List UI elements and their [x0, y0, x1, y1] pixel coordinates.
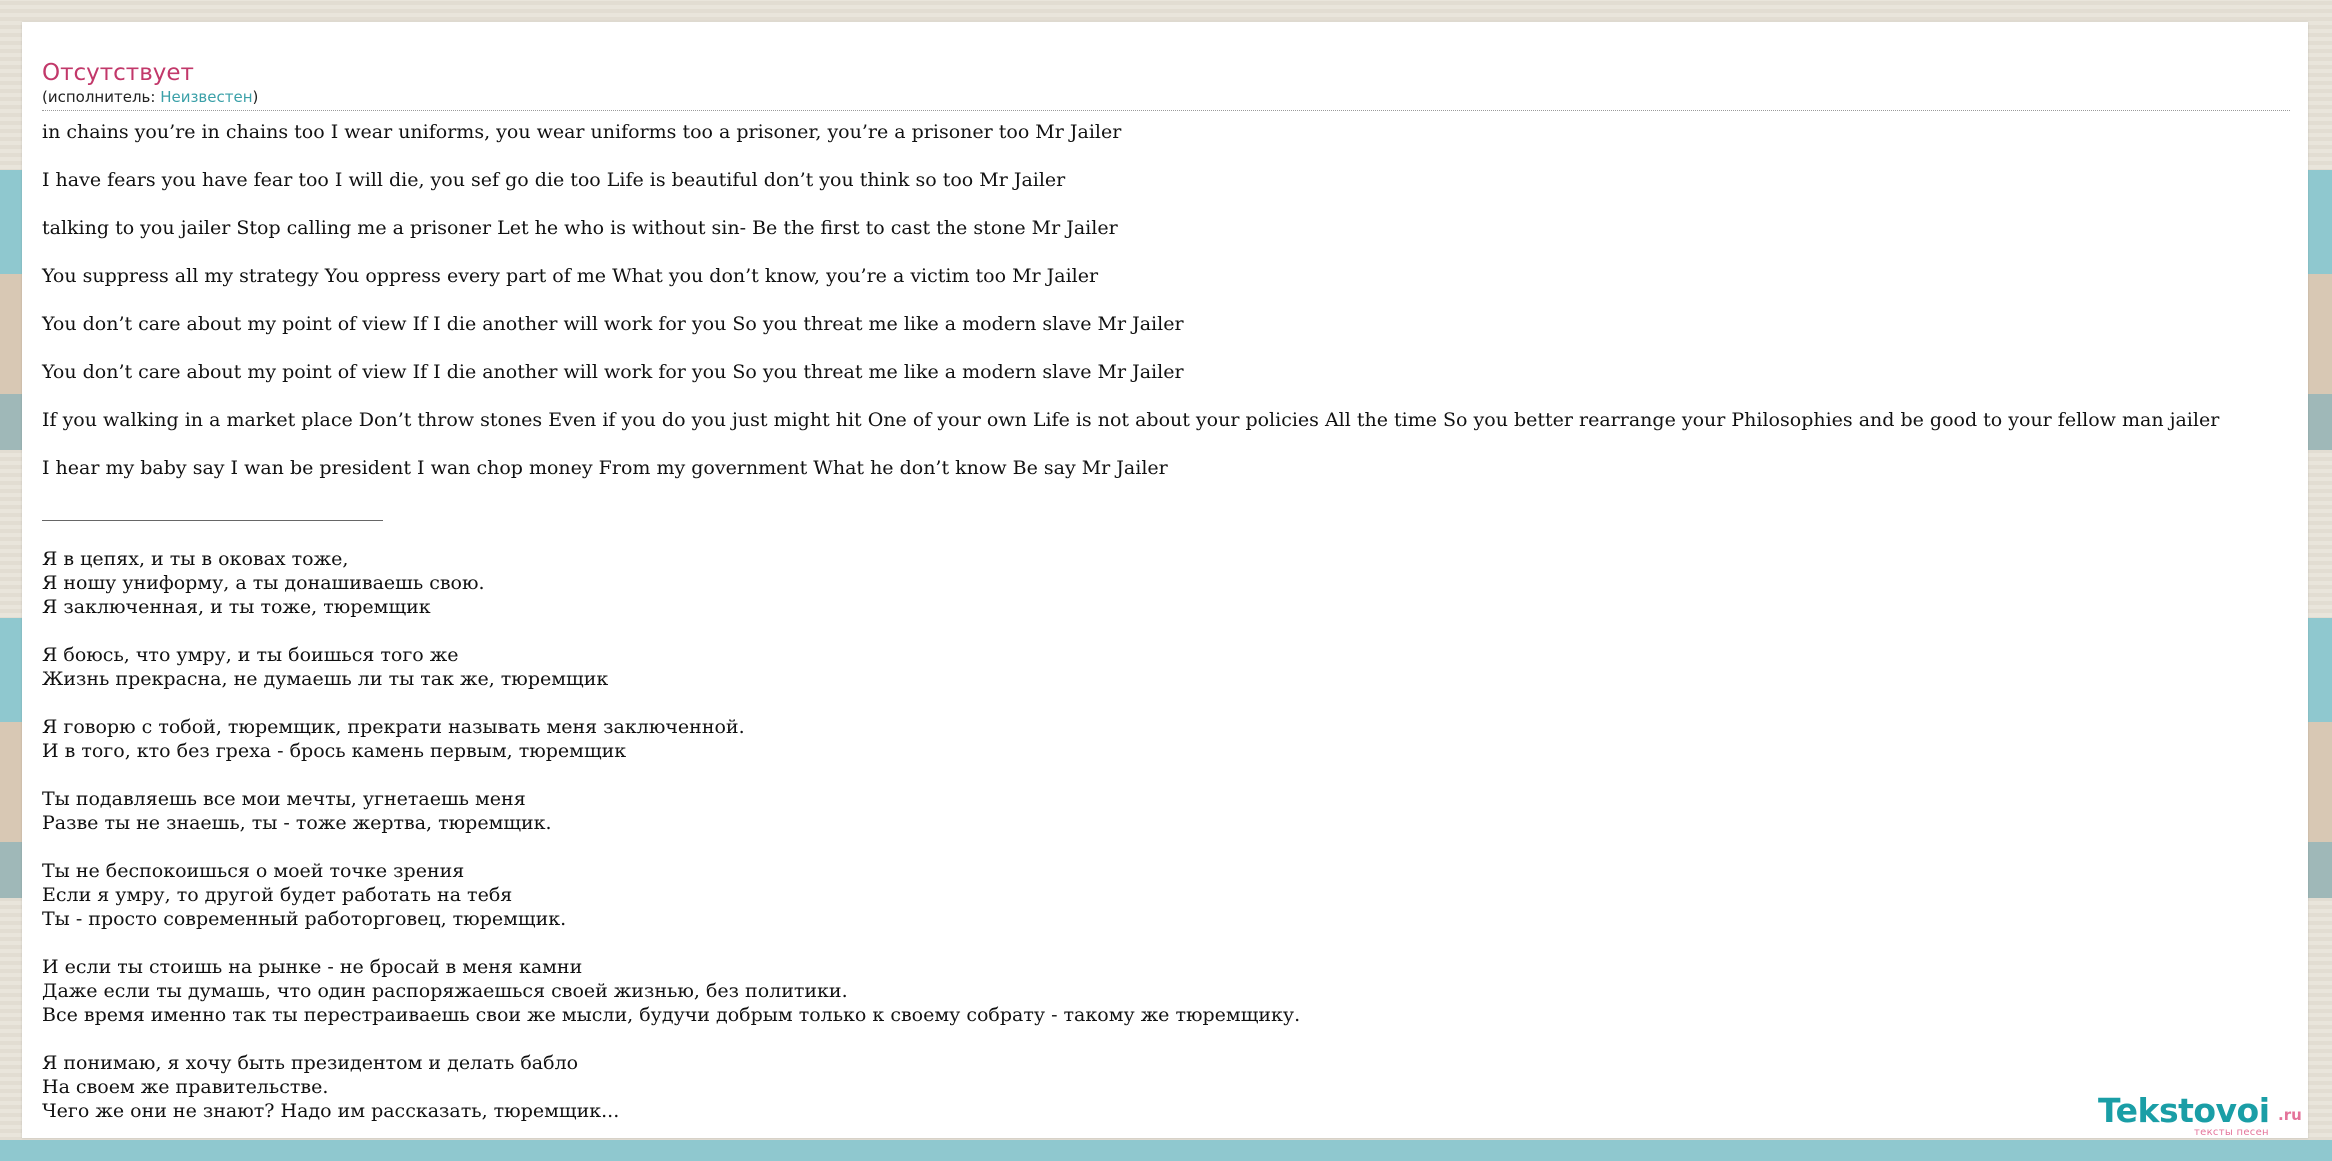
lyrics-body — [42, 120, 2308, 1138]
lyrics-line-en: I hear my baby say I wan be president I wan chop money From my government What he don’t know Be say Mr Jailer — [42, 457, 1168, 479]
translation-line: И если ты стоишь на рынке - не бросай в меня камни — [42, 956, 583, 978]
translation-line: Я понимаю, я хочу быть президентом и делать бабло — [42, 1052, 579, 1074]
translation-line: Ты не беспокоишься о моей точке зрения — [42, 860, 465, 882]
translation-line: Чего же они не знают? Надо им рассказать, тюремщик... — [42, 1100, 620, 1122]
performer-prefix: (исполнитель: — [42, 88, 161, 106]
translation-line: Я ношу униформу, а ты донашиваешь свою. — [42, 572, 485, 594]
lyrics-line-en: If you walking in a market place Don’t throw stones Even if you do you just might hit One of your own Life is not about your policies All the time So you better rearrange your Philosophies and be good to your fellow man jailer — [42, 409, 2220, 431]
translation-line: И в того, кто без греха - брось камень первым, тюремщик — [42, 740, 627, 762]
logo-tagline: тексты песен — [2194, 1127, 2269, 1138]
lyrics-line-en: in chains you’re in chains too I wear uniforms, you wear uniforms too a prisoner, you’re a prisoner too Mr Jailer — [42, 121, 1122, 143]
translation-line: Я заключенная, и ты тоже, тюремщик — [42, 596, 431, 618]
performer-suffix: ) — [252, 88, 259, 106]
translation-line: Я в цепях, и ты в оковах тоже, — [42, 548, 349, 570]
translation-line: Ты - просто современный работорговец, тюремщик. — [42, 908, 567, 930]
lyrics-line-en: You suppress all my strategy You oppress every part of me What you don’t know, you’re a victim too Mr Jailer — [42, 265, 1099, 287]
lyrics-line-en: You don’t care about my point of view If I die another will work for you So you threat me like a modern slave Mr Jailer — [42, 313, 1184, 335]
translation-line: Если я умру, то другой будет работать на тебя — [42, 884, 513, 906]
translation-line: Жизнь прекрасна, не думаешь ли ты так же, тюремщик — [42, 668, 609, 690]
translation-line: Разве ты не знаешь, ты - тоже жертва, тюремщик. — [42, 812, 552, 834]
translation-stanza — [42, 1051, 2308, 1123]
background-band — [0, 1140, 2332, 1161]
song-header — [42, 40, 2290, 111]
translation-line: Я боюсь, что умру, и ты боишься того же — [42, 644, 459, 666]
translation-stanza — [42, 715, 2308, 763]
translation-line: Даже если ты думашь, что один распоряжаешься своей жизнью, без политики. — [42, 980, 848, 1002]
performer-link[interactable]: Неизвестен — [160, 88, 253, 106]
translation-divider — [42, 520, 383, 521]
lyrics-line-en: talking to you jailer Stop calling me a prisoner Let he who is without sin- Be the first to cast the stone Mr Jailer — [42, 217, 1118, 239]
performer-line — [42, 90, 258, 105]
translation-stanza — [42, 787, 2308, 835]
tekstovoi-logo[interactable] — [2098, 1091, 2304, 1140]
translation-line: На своем же правительстве. — [42, 1076, 329, 1098]
song-title: Отсутствует — [42, 60, 194, 86]
translation-line: Я говорю с тобой, тюремщик, прекрати называть меня заключенной. — [42, 716, 745, 738]
lyrics-page — [22, 22, 2308, 1138]
translation-stanza — [42, 859, 2308, 931]
translation-stanza — [42, 955, 2308, 1027]
logo-name: Tekstovoi — [2098, 1091, 2270, 1130]
lyrics-line-en: I have fears you have fear too I will die, you sef go die too Life is beautiful don’t you think so too Mr Jailer — [42, 169, 1066, 191]
translation-stanza — [42, 643, 2308, 691]
translation-line: Ты подавляешь все мои мечты, угнетаешь меня — [42, 788, 526, 810]
logo-suffix: .ru — [2278, 1106, 2302, 1124]
translation-line: Все время именно так ты перестраиваешь свои же мысли, будучи добрым только к своему собрату - такому же тюремщику. — [42, 1004, 1301, 1026]
lyrics-line-en: You don’t care about my point of view If I die another will work for you So you threat me like a modern slave Mr Jailer — [42, 361, 1184, 383]
translation-stanza — [42, 547, 2308, 619]
